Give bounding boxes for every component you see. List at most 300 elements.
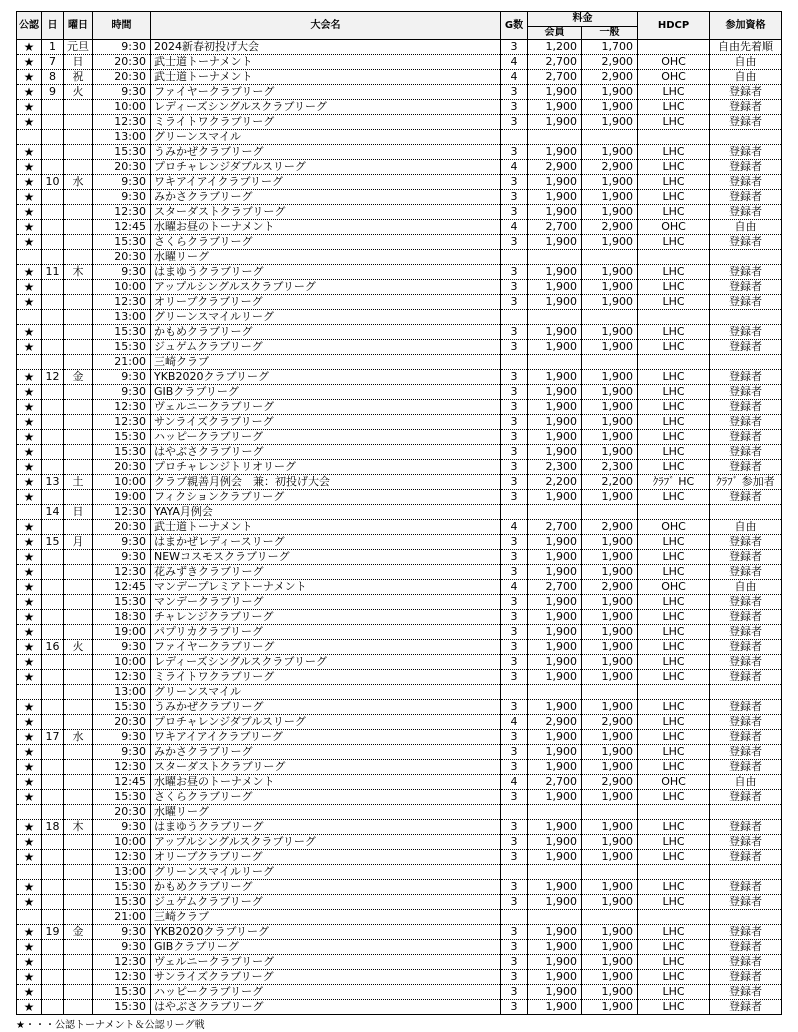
- member-fee-cell: 1,900: [528, 445, 582, 460]
- day-cell: [42, 910, 64, 925]
- member-fee-cell: 1,900: [528, 760, 582, 775]
- qualification-cell: 自由: [710, 220, 782, 235]
- time-cell: 9:30: [93, 85, 151, 100]
- weekday-cell: 木: [64, 820, 93, 835]
- games-cell: 4: [501, 715, 528, 730]
- weekday-cell: [64, 190, 93, 205]
- games-cell: 4: [501, 55, 528, 70]
- qualification-cell: 登録者: [710, 745, 782, 760]
- hdcp-cell: LHC: [638, 925, 710, 940]
- member-fee-cell: 1,900: [528, 850, 582, 865]
- weekday-cell: [64, 460, 93, 475]
- hdcp-cell: LHC: [638, 730, 710, 745]
- member-fee-cell: 1,900: [528, 700, 582, 715]
- hdcp-cell: LHC: [638, 595, 710, 610]
- qualification-cell: 登録者: [710, 985, 782, 1000]
- hdcp-cell: OHC: [638, 55, 710, 70]
- event-name-cell: チャレンジクラブリーグ: [151, 610, 501, 625]
- day-cell: [42, 610, 64, 625]
- member-fee-cell: 1,900: [528, 385, 582, 400]
- time-cell: 9:30: [93, 940, 151, 955]
- event-name-cell: オリーブクラブリーグ: [151, 850, 501, 865]
- general-fee-cell: 2,900: [582, 580, 638, 595]
- event-name-cell: うみかぜクラブリーグ: [151, 145, 501, 160]
- table-row: [17, 685, 782, 700]
- member-fee-cell: 2,200: [528, 475, 582, 490]
- qualification-cell: 登録者: [710, 85, 782, 100]
- time-cell: 12:30: [93, 970, 151, 985]
- games-cell: 3: [501, 640, 528, 655]
- qualification-cell: 登録者: [710, 370, 782, 385]
- qualification-cell: 自由: [710, 580, 782, 595]
- weekday-cell: [64, 940, 93, 955]
- official-star-cell: ★: [17, 970, 42, 985]
- time-cell: 9:30: [93, 535, 151, 550]
- general-fee-cell: 1,900: [582, 115, 638, 130]
- hdcp-cell: LHC: [638, 670, 710, 685]
- event-name-cell: プロチャレンジダブルスリーグ: [151, 160, 501, 175]
- official-star-cell: [17, 250, 42, 265]
- qualification-cell: [710, 355, 782, 370]
- event-name-cell: みかさクラブリーグ: [151, 190, 501, 205]
- games-cell: 4: [501, 580, 528, 595]
- games-cell: 3: [501, 385, 528, 400]
- hdcp-cell: LHC: [638, 370, 710, 385]
- official-star-cell: ★: [17, 655, 42, 670]
- hdcp-cell: [638, 130, 710, 145]
- member-fee-cell: 1,900: [528, 610, 582, 625]
- hdcp-cell: LHC: [638, 265, 710, 280]
- member-fee-cell: 1,900: [528, 235, 582, 250]
- table-row: [17, 880, 782, 895]
- time-cell: 12:30: [93, 565, 151, 580]
- general-fee-cell: [582, 355, 638, 370]
- games-cell: 3: [501, 730, 528, 745]
- weekday-cell: [64, 655, 93, 670]
- day-cell: [42, 205, 64, 220]
- games-cell: 3: [501, 490, 528, 505]
- weekday-cell: [64, 205, 93, 220]
- weekday-cell: [64, 445, 93, 460]
- official-star-cell: ★: [17, 595, 42, 610]
- hdcp-cell: LHC: [638, 790, 710, 805]
- qualification-cell: 登録者: [710, 205, 782, 220]
- qualification-cell: 登録者: [710, 790, 782, 805]
- qualification-cell: 登録者: [710, 100, 782, 115]
- time-cell: 15:30: [93, 1000, 151, 1015]
- header-weekday: 曜日: [64, 12, 93, 40]
- general-fee-cell: 1,900: [582, 370, 638, 385]
- games-cell: 3: [501, 85, 528, 100]
- general-fee-cell: 1,900: [582, 655, 638, 670]
- games-cell: 3: [501, 745, 528, 760]
- general-fee-cell: [582, 310, 638, 325]
- general-fee-cell: 1,900: [582, 85, 638, 100]
- header-fee: 料金: [528, 12, 638, 27]
- member-fee-cell: 1,200: [528, 40, 582, 55]
- time-cell: 20:30: [93, 715, 151, 730]
- member-fee-cell: [528, 355, 582, 370]
- general-fee-cell: 1,900: [582, 340, 638, 355]
- event-name-cell: パプリカクラブリーグ: [151, 625, 501, 640]
- general-fee-cell: 1,900: [582, 400, 638, 415]
- table-row: [17, 910, 782, 925]
- time-cell: 10:00: [93, 835, 151, 850]
- event-name-cell: 花みずきクラブリーグ: [151, 565, 501, 580]
- games-cell: [501, 250, 528, 265]
- event-name-cell: はやぶさクラブリーグ: [151, 1000, 501, 1015]
- member-fee-cell: 1,900: [528, 925, 582, 940]
- official-star-cell: ★: [17, 850, 42, 865]
- hdcp-cell: LHC: [638, 100, 710, 115]
- general-fee-cell: [582, 865, 638, 880]
- official-star-cell: [17, 130, 42, 145]
- table-row: [17, 40, 782, 55]
- table-header: [17, 12, 782, 40]
- member-fee-cell: 1,900: [528, 640, 582, 655]
- event-name-cell: グリーンスマイルリーグ: [151, 865, 501, 880]
- qualification-cell: 登録者: [710, 415, 782, 430]
- games-cell: 3: [501, 535, 528, 550]
- weekday-cell: [64, 550, 93, 565]
- hdcp-cell: [638, 685, 710, 700]
- hdcp-cell: LHC: [638, 325, 710, 340]
- day-cell: [42, 100, 64, 115]
- event-name-cell: うみかぜクラブリーグ: [151, 700, 501, 715]
- official-star-cell: [17, 355, 42, 370]
- qualification-cell: 登録者: [710, 820, 782, 835]
- member-fee-cell: 1,900: [528, 790, 582, 805]
- day-cell: [42, 160, 64, 175]
- table-row: [17, 730, 782, 745]
- hdcp-cell: LHC: [638, 565, 710, 580]
- games-cell: 3: [501, 205, 528, 220]
- event-name-cell: アップルシングルスクラブリーグ: [151, 835, 501, 850]
- qualification-cell: 自由: [710, 775, 782, 790]
- qualification-cell: 登録者: [710, 625, 782, 640]
- hdcp-cell: LHC: [638, 1000, 710, 1015]
- time-cell: 9:30: [93, 265, 151, 280]
- day-cell: [42, 460, 64, 475]
- event-name-cell: さくらクラブリーグ: [151, 235, 501, 250]
- table-row: [17, 670, 782, 685]
- hdcp-cell: LHC: [638, 235, 710, 250]
- day-cell: [42, 880, 64, 895]
- day-cell: [42, 235, 64, 250]
- official-star-cell: ★: [17, 385, 42, 400]
- table-row: [17, 85, 782, 100]
- table-row: [17, 370, 782, 385]
- weekday-cell: [64, 865, 93, 880]
- event-name-cell: YKB2020クラブリーグ: [151, 370, 501, 385]
- hdcp-cell: LHC: [638, 460, 710, 475]
- general-fee-cell: 1,900: [582, 835, 638, 850]
- games-cell: 3: [501, 550, 528, 565]
- hdcp-cell: LHC: [638, 610, 710, 625]
- table-row: [17, 805, 782, 820]
- day-cell: 1: [42, 40, 64, 55]
- general-fee-cell: 2,900: [582, 55, 638, 70]
- official-star-cell: ★: [17, 715, 42, 730]
- member-fee-cell: [528, 910, 582, 925]
- time-cell: 12:30: [93, 295, 151, 310]
- time-cell: 10:00: [93, 280, 151, 295]
- hdcp-cell: LHC: [638, 280, 710, 295]
- table-row: [17, 280, 782, 295]
- qualification-cell: 登録者: [710, 385, 782, 400]
- games-cell: 3: [501, 340, 528, 355]
- official-star-cell: ★: [17, 535, 42, 550]
- member-fee-cell: 1,900: [528, 175, 582, 190]
- hdcp-cell: LHC: [638, 160, 710, 175]
- day-cell: [42, 985, 64, 1000]
- official-star-cell: ★: [17, 835, 42, 850]
- header-event-name: 大会名: [151, 12, 501, 40]
- weekday-cell: [64, 745, 93, 760]
- weekday-cell: [64, 100, 93, 115]
- event-name-cell: グリーンスマイルリーグ: [151, 310, 501, 325]
- games-cell: 3: [501, 280, 528, 295]
- table-row: [17, 655, 782, 670]
- official-star-cell: ★: [17, 565, 42, 580]
- time-cell: 20:30: [93, 460, 151, 475]
- table-row: [17, 100, 782, 115]
- time-cell: 15:30: [93, 445, 151, 460]
- table-row: [17, 460, 782, 475]
- official-star-cell: ★: [17, 295, 42, 310]
- event-name-cell: フィクションクラブリーグ: [151, 490, 501, 505]
- official-star-cell: ★: [17, 985, 42, 1000]
- weekday-cell: [64, 325, 93, 340]
- games-cell: 3: [501, 970, 528, 985]
- general-fee-cell: 1,900: [582, 550, 638, 565]
- event-name-cell: 三崎クラブ: [151, 355, 501, 370]
- time-cell: 9:30: [93, 385, 151, 400]
- weekday-cell: [64, 985, 93, 1000]
- table-row: [17, 475, 782, 490]
- table-row: [17, 895, 782, 910]
- day-cell: [42, 835, 64, 850]
- general-fee-cell: 1,900: [582, 235, 638, 250]
- time-cell: 10:00: [93, 100, 151, 115]
- day-cell: [42, 430, 64, 445]
- general-fee-cell: 1,700: [582, 40, 638, 55]
- header-time: 時間: [93, 12, 151, 40]
- qualification-cell: 登録者: [710, 325, 782, 340]
- official-star-cell: ★: [17, 40, 42, 55]
- day-cell: 8: [42, 70, 64, 85]
- official-star-cell: ★: [17, 955, 42, 970]
- time-cell: 20:30: [93, 70, 151, 85]
- member-fee-cell: 1,900: [528, 730, 582, 745]
- general-fee-cell: 1,900: [582, 595, 638, 610]
- games-cell: 3: [501, 265, 528, 280]
- time-cell: 10:00: [93, 655, 151, 670]
- day-cell: [42, 580, 64, 595]
- official-star-cell: [17, 865, 42, 880]
- table-row: [17, 820, 782, 835]
- table-row: [17, 130, 782, 145]
- games-cell: 3: [501, 925, 528, 940]
- time-cell: 9:30: [93, 40, 151, 55]
- member-fee-cell: 1,900: [528, 895, 582, 910]
- weekday-cell: [64, 580, 93, 595]
- general-fee-cell: 1,900: [582, 850, 638, 865]
- games-cell: 3: [501, 190, 528, 205]
- general-fee-cell: 1,900: [582, 145, 638, 160]
- official-star-cell: ★: [17, 190, 42, 205]
- official-star-cell: ★: [17, 640, 42, 655]
- time-cell: 19:00: [93, 625, 151, 640]
- games-cell: 3: [501, 100, 528, 115]
- qualification-cell: 登録者: [710, 880, 782, 895]
- day-cell: 12: [42, 370, 64, 385]
- games-cell: 3: [501, 985, 528, 1000]
- qualification-cell: 自由先着順: [710, 40, 782, 55]
- time-cell: 12:30: [93, 400, 151, 415]
- day-cell: [42, 445, 64, 460]
- hdcp-cell: ｸﾗﾌﾞ HC: [638, 475, 710, 490]
- member-fee-cell: 1,900: [528, 265, 582, 280]
- event-name-cell: GIBクラブリーグ: [151, 385, 501, 400]
- time-cell: 13:00: [93, 130, 151, 145]
- hdcp-cell: OHC: [638, 775, 710, 790]
- official-star-cell: [17, 505, 42, 520]
- games-cell: 3: [501, 460, 528, 475]
- hdcp-cell: LHC: [638, 445, 710, 460]
- weekday-cell: [64, 970, 93, 985]
- official-star-cell: ★: [17, 160, 42, 175]
- time-cell: 12:30: [93, 955, 151, 970]
- hdcp-cell: [638, 805, 710, 820]
- time-cell: 20:30: [93, 250, 151, 265]
- table-row: [17, 580, 782, 595]
- hdcp-cell: LHC: [638, 145, 710, 160]
- games-cell: [501, 685, 528, 700]
- member-fee-cell: 1,900: [528, 205, 582, 220]
- general-fee-cell: [582, 250, 638, 265]
- weekday-cell: 火: [64, 85, 93, 100]
- general-fee-cell: 1,900: [582, 430, 638, 445]
- weekday-cell: 火: [64, 640, 93, 655]
- member-fee-cell: 1,900: [528, 415, 582, 430]
- games-cell: [501, 130, 528, 145]
- time-cell: 15:30: [93, 340, 151, 355]
- qualification-cell: 登録者: [710, 655, 782, 670]
- member-fee-cell: 1,900: [528, 970, 582, 985]
- table-row: [17, 865, 782, 880]
- day-cell: [42, 115, 64, 130]
- weekday-cell: [64, 520, 93, 535]
- event-name-cell: みかさクラブリーグ: [151, 745, 501, 760]
- general-fee-cell: 1,900: [582, 955, 638, 970]
- table-row: [17, 55, 782, 70]
- table-row: [17, 835, 782, 850]
- games-cell: [501, 355, 528, 370]
- qualification-cell: 登録者: [710, 1000, 782, 1015]
- qualification-cell: 登録者: [710, 115, 782, 130]
- qualification-cell: 登録者: [710, 670, 782, 685]
- table-row: [17, 940, 782, 955]
- table-row: [17, 535, 782, 550]
- official-star-cell: [17, 685, 42, 700]
- event-name-cell: 2024新春初投げ大会: [151, 40, 501, 55]
- event-name-cell: かもめクラブリーグ: [151, 325, 501, 340]
- hdcp-cell: [638, 865, 710, 880]
- time-cell: 15:30: [93, 325, 151, 340]
- event-name-cell: グリーンスマイル: [151, 685, 501, 700]
- table-row: [17, 490, 782, 505]
- member-fee-cell: 1,900: [528, 955, 582, 970]
- qualification-cell: 登録者: [710, 340, 782, 355]
- time-cell: 15:30: [93, 895, 151, 910]
- weekday-cell: [64, 595, 93, 610]
- day-cell: [42, 970, 64, 985]
- weekday-cell: [64, 145, 93, 160]
- qualification-cell: [710, 310, 782, 325]
- games-cell: 3: [501, 445, 528, 460]
- table-row: [17, 760, 782, 775]
- games-cell: 3: [501, 940, 528, 955]
- day-cell: [42, 775, 64, 790]
- hdcp-cell: OHC: [638, 220, 710, 235]
- event-name-cell: ヴェルニークラブリーグ: [151, 955, 501, 970]
- weekday-cell: [64, 610, 93, 625]
- table-row: [17, 595, 782, 610]
- member-fee-cell: 1,900: [528, 820, 582, 835]
- general-fee-cell: 1,900: [582, 970, 638, 985]
- official-star-cell: ★: [17, 205, 42, 220]
- qualification-cell: 登録者: [710, 565, 782, 580]
- games-cell: 3: [501, 655, 528, 670]
- qualification-cell: 登録者: [710, 235, 782, 250]
- games-cell: 3: [501, 370, 528, 385]
- table-row: [17, 505, 782, 520]
- hdcp-cell: [638, 505, 710, 520]
- games-cell: 3: [501, 820, 528, 835]
- general-fee-cell: 2,900: [582, 715, 638, 730]
- time-cell: 15:30: [93, 985, 151, 1000]
- time-cell: 9:30: [93, 190, 151, 205]
- official-star-cell: ★: [17, 670, 42, 685]
- official-star-cell: ★: [17, 85, 42, 100]
- weekday-cell: 金: [64, 370, 93, 385]
- general-fee-cell: 1,900: [582, 100, 638, 115]
- hdcp-cell: [638, 355, 710, 370]
- weekday-cell: 日: [64, 55, 93, 70]
- qualification-cell: [710, 130, 782, 145]
- table-row: [17, 325, 782, 340]
- weekday-cell: [64, 220, 93, 235]
- official-star-cell: ★: [17, 790, 42, 805]
- hdcp-cell: LHC: [638, 955, 710, 970]
- games-cell: [501, 910, 528, 925]
- games-cell: 3: [501, 790, 528, 805]
- header-day: 日: [42, 12, 64, 40]
- hdcp-cell: LHC: [638, 760, 710, 775]
- time-cell: 9:30: [93, 745, 151, 760]
- event-name-cell: アップルシングルスクラブリーグ: [151, 280, 501, 295]
- hdcp-cell: LHC: [638, 835, 710, 850]
- event-name-cell: はまかぜレディースリーグ: [151, 535, 501, 550]
- day-cell: [42, 295, 64, 310]
- general-fee-cell: 1,900: [582, 985, 638, 1000]
- games-cell: [501, 310, 528, 325]
- general-fee-cell: 1,900: [582, 745, 638, 760]
- table-row: [17, 265, 782, 280]
- games-cell: 3: [501, 400, 528, 415]
- weekday-cell: [64, 565, 93, 580]
